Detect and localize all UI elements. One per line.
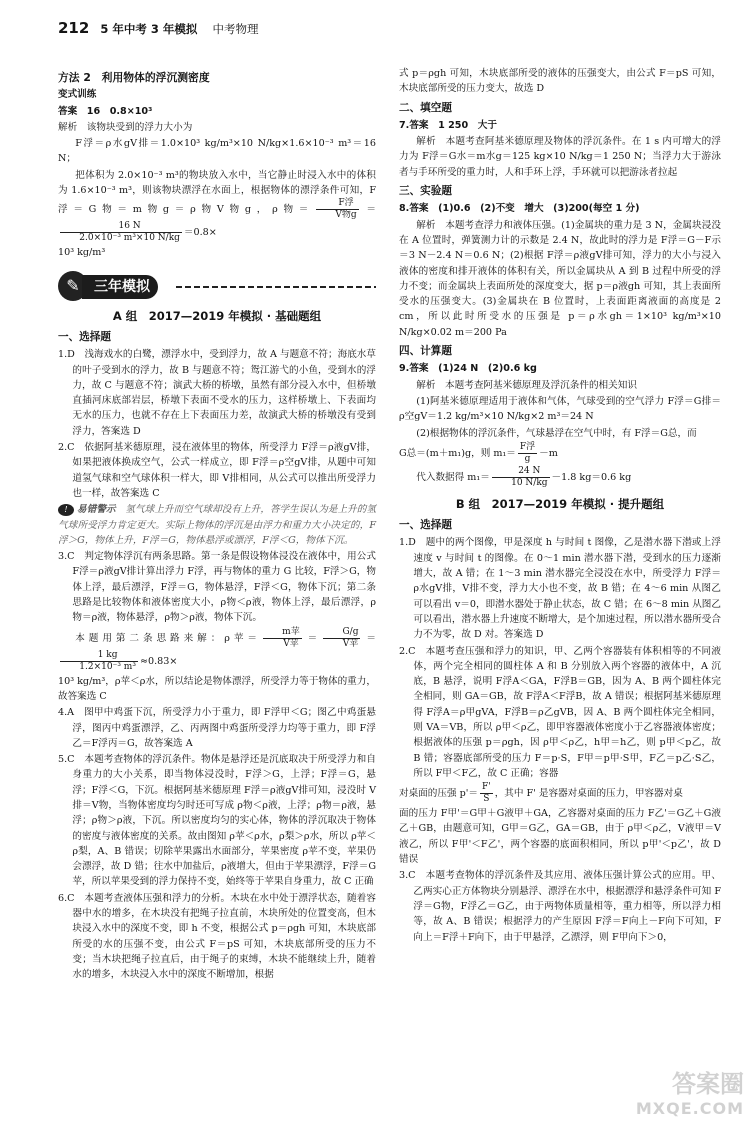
answer-7: 7.答案 1 250 大于 bbox=[399, 119, 497, 131]
question-b2-formula: 对桌面的压强 p'＝ $\frac{F'}{S}$ ，其中 F' 是容器对桌面的压力，甲容器对桌 bbox=[399, 782, 683, 805]
question-b1: 1.D 题中的两个图像，甲是深度 h 与时间 t 图像，乙是潜水器下潜或上浮速度 v 与时间 t 的图像。在 0～1 min 潜水器下潜，受到水的压力逐渐增大，故 A 错；在 1～3 min 潜水器完全浸没在水中，所受浮力 F浮＝ρ水gV排，V排不变，浮力大小也不变，故 B 错；在 4～6 min 从图乙可以看出 v＝0，即潜水器处于静止状态，故 C 错；在 6～8 min 从图乙可以看出，潜水器上升速度不断增大，是个加速过程，所以潜水器所受合力不为零，故 D 对。答案选 D bbox=[399, 537, 721, 641]
answer-8: 8.答案 (1)0.6 (2)不变 增大 (3)200(每空 1 分) bbox=[399, 203, 640, 215]
section-banner bbox=[58, 269, 376, 303]
variant-label: 变式训练 bbox=[58, 89, 97, 101]
question-1: 1.D 浅海戏水的白鹭，漂浮水中，受到浮力，故 A 与题意不符；海底水草的叶子受到水的浮力，故 B 与题意不符；鸳江游弋的小鱼，受到水的浮力，故 C 与题意不符；演武大桥的桥墩，虽然有部分浸入水中，但桥墩直插河床底部岩层，桥墩下表面不受水的压力，这样桥墩上、下表面均无水的压力，也就不存在上下表面压力差，故演武大桥的桥墩没有受到浮力，答案选 D bbox=[58, 349, 376, 437]
fraction: $\frac{G/g}{\text{V苹}}$ bbox=[323, 627, 360, 650]
group-b-title: B 组 2017—2019 年模拟 · 提升题组 bbox=[455, 496, 665, 511]
fraction: $\frac{F'}{S}$ bbox=[481, 782, 491, 805]
tip-icon: ! bbox=[58, 504, 74, 516]
analysis-9: 解析 本题考查阿基米德原理及浮沉条件的相关知识 bbox=[416, 379, 637, 391]
right-column bbox=[399, 66, 721, 946]
method-title: 方法 2 利用物体的浮沉测密度 bbox=[58, 71, 210, 84]
answer-line: 答案 16 0.8×10³ bbox=[58, 105, 153, 117]
answer-9: 9.答案 (1)24 N (2)0.6 kg bbox=[399, 363, 537, 375]
question-4: 4.A 图甲中鸡蛋下沉，所受浮力小于重力，即 F浮甲＜G；图乙中鸡蛋悬浮，图丙中鸡蛋漂浮，乙、丙两图中鸡蛋所受浮力均等于重力，即 F浮乙＝F浮丙＝G，故答案选 A bbox=[58, 707, 376, 749]
analysis-7: 解析 本题考查阿基米德原理及物体的浮沉条件。在 1 s 内可增大的浮力为 F浮＝G水＝m水g＝125 kg×10 N/kg＝1 250 N；当浮力大于游泳者与手环所受的重力时，人和手环上浮，手环就可以把游泳者拉起 bbox=[399, 136, 721, 178]
fraction: $\frac{\text{F浮}}{\text{V物g}}$ bbox=[316, 198, 359, 221]
continued-text: 式 p＝ρgh 可知，木块底部所受的液体的压强变大，由公式 F＝pS 可知，木块底部所受的压力变大，故选 D bbox=[399, 68, 721, 95]
section-heading: 一、选择题 bbox=[58, 330, 111, 343]
section-heading: 二、填空题 bbox=[399, 101, 452, 114]
fraction: $\frac{\text{F浮}}{g}$ bbox=[519, 441, 536, 464]
banner-logo-icon: ✎ bbox=[58, 271, 88, 301]
analysis-paragraph: 把体积为 2.0×10⁻³ m³的物块放入水中，当它静止时浸入水中的体积为 1.6×10⁻³ m³，则该物块漂浮在水面上，根据物体的漂浮条件可知，F浮＝G物＝m物g＝ρ物V物g，ρ物＝ $\frac{\text{F浮}}{\text{V物g}}$ ＝ $\frac{16 N}{\text{2.0×10⁻³ m³×10 N/kg}}$ ＝0.8× bbox=[58, 169, 376, 244]
section-heading: 一、选择题 bbox=[399, 519, 452, 532]
book-title: 5 年中考 3 年模拟 bbox=[100, 22, 198, 36]
watermark-logo: 答案圈 MXQE.COM bbox=[635, 1070, 744, 1118]
left-column bbox=[58, 66, 376, 984]
formula-9b: 代入数据得 m₁＝ $\frac{24 N}{10 N/kg}$ －1.8 kg＝0.6 kg bbox=[416, 465, 632, 488]
analysis-8: 解析 本题考查浮力和液体压强。(1)金属块的重力是 3 N，金属块浸没在 A 位置时，弹簧测力计的示数是 2.4 N，故此时的浮力是 F浮＝G－F示＝3 N－2.4 N＝0.6 N；(2)根据 F浮＝ρ液gV排可知，浮力的大小与浸入液体的密度和排开液体的体积有关，所以金属块从 A 到 B 过程中所受的浮力不变；而金属块上表面所处的深度变大，据 p＝ρ液gh 可知，其上表面所受水的压强变大。(3)金属块在 B 位置时，上表面距离液面的高度是 2 cm，所以此时所受水的压强是 p＝ρ水gh＝1×10³ kg/m³×10 N/kg×0.02 m＝200 Pa bbox=[399, 219, 721, 338]
question-b2-cont: 面的压力 F甲'＝G甲＋G液甲＋GA，乙容器对桌面的压力 F乙'＝G乙＋G液乙＋GB，由题意可知，G甲＝G乙，GA＝GB，由于 ρ甲＜ρ乙，V液甲＝V液乙，所以 F甲'＜F乙'，两个容器的底面积相同，所以 p甲'＜p乙'，故 D 错误 bbox=[399, 808, 721, 866]
fraction: $\frac{16 N}{\text{2.0×10⁻³ m³×10 N/kg}}$ bbox=[60, 221, 182, 244]
fraction: $\frac{1 kg}{\text{1.2×10⁻³ m³}}$ bbox=[60, 650, 138, 673]
fraction: $\frac{24 N}{10 N/kg}$ bbox=[492, 466, 550, 489]
formula-line: F浮＝ρ水gV排＝1.0×10³ kg/m³×10 N/kg×1.6×10⁻³ m³＝16 N； bbox=[58, 138, 376, 165]
question-3-result: 10³ kg/m³，ρ苹＜ρ水，所以结论是物体漂浮，所受浮力等于物体的重力，故答案选 C bbox=[58, 675, 376, 702]
banner-divider bbox=[176, 286, 376, 288]
analysis-9-part2: (2)根据物体的浮沉条件，气球悬浮在空气中时，有 F浮＝G总，而 bbox=[416, 427, 697, 439]
page-header bbox=[58, 18, 718, 48]
question-3-formula: 本题用第二条思路来解：ρ苹＝ $\frac{\text{m苹}}{\text{V苹}}$ ＝ $\frac{G/g}{\text{V苹}}$ ＝ $\frac{1 kg}{\text{1.2×10⁻³ m³}}$ ≈0.83× bbox=[58, 627, 376, 673]
analysis-9-part1: (1)阿基米德原理适用于液体和气体，气球受到的空气浮力 F浮＝G排＝ρ空gV＝1.2 kg/m³×10 N/kg×2 m³＝24 N bbox=[399, 395, 721, 423]
error-tip: ! 易错警示 氢气球上升而空气球却没有上升，答学生误认为是上升的氢气球所受浮力肯定更大。实际上物体的浮沉是由浮力和重力大小决定的，F浮＞G，物体上升，F浮＝G，物体悬浮或漂浮，F浮＜G，物体下沉。 bbox=[58, 504, 377, 546]
formula-9a: G总＝(m＋m₁)g，则 m₁＝ $\frac{\text{F浮}}{g}$ －m bbox=[399, 441, 558, 464]
group-a-title: A 组 2017—2019 年模拟 · 基础题组 bbox=[112, 308, 322, 323]
section-heading: 三、实验题 bbox=[399, 185, 452, 198]
fraction: $\frac{\text{m苹}}{\text{V苹}}$ bbox=[263, 627, 302, 650]
section-heading: 四、计算题 bbox=[399, 345, 452, 358]
result-line: 10³ kg/m³ bbox=[58, 247, 106, 259]
banner-title: 三年模拟 bbox=[82, 275, 158, 299]
question-5: 5.C 本题考查物体的浮沉条件。物体是悬浮还是沉底取决于所受浮力和自身重力的大小关系，即当物体浸没时，F浮＞G，上浮；F浮＝G，悬浮；F浮＜G，下沉。根据阿基米德原理 F浮＝ρ液gV排可知，浸没时 V排＝V物，当物体密度均匀时还可写成 ρ物＜ρ液，上浮；ρ物＝ρ液，悬浮；ρ物＞ρ液，下沉。所以密度均匀的实心体，物体的浮沉取决于物体的密度与液体密度的关系。故由图知 ρ苹＜ρ水，ρ梨＞ρ水，所以 ρ苹＜ρ梨，A、B 错误；切除苹果露出水面部分，苹果密度 ρ苹不变，苹果仍会漂浮，故 D 错；往水中加盐后，ρ液增大，但由于苹果漂浮，F浮＝G苹，所以苹果受到的浮力保持不变，始终等于苹果自身重力，故 C 正确 bbox=[58, 754, 376, 888]
question-2: 2.C 依据阿基米德原理，浸在液体里的物体，所受浮力 F浮＝ρ液gV排，如果把液体换成空气，公式一样成立，即 F浮＝ρ空gV排，从题中可知道氢气球和空气球体积一样大，即 V排相同，从公式可以推出所受浮力也一样，故答案选 C bbox=[58, 442, 376, 499]
subject-title: 中考物理 bbox=[212, 22, 259, 36]
analysis-line: 解析 该物块受到的浮力大小为 bbox=[58, 121, 193, 133]
question-b2: 2.C 本题考查压强和浮力的知识，甲、乙两个容器装有体积相等的不同液体，两个完全相同的圆柱体 A 和 B 分别放入两个容器的液体中，A 沉底，B 悬浮，说明 F浮A＜GA，F浮B＝GB，因为 A、B 两个圆柱体完全相同，则 GA＝GB，故 F浮A＜F浮B，故 A 错误；根据阿基米德原理得 F浮A＝ρ甲gVA，F浮B＝ρ乙gVB，因 A、B 两个圆柱体完全相同，则 VA＝VB，所以 ρ甲＜ρ乙，即甲容器液体密度小于乙容器液体密度；根据液体的压强 p＝ρgh，因 ρ甲＜ρ乙，h甲＝h乙，则 p甲＜p乙，故 B 错；容器底部所受的压力 F＝p·S，F甲＝p甲·S甲，F乙＝p乙·S乙，所以 F甲＜F乙，故 C 正确；容器 bbox=[399, 645, 721, 779]
question-3: 3.C 判定物体浮沉有两条思路。第一条是假设物体浸没在液体中，用公式 F浮＝ρ液gV排计算出浮力 F浮，再与物体的重力 G 比较，F浮＞G，物体上浮，最后漂浮，F浮＝G，物体悬浮，F浮＜G，物体下沉；第二条思路是比较物体和液体密度大小，ρ物＜ρ液，物体上浮，最后漂浮，ρ物＝ρ液，物体悬浮，ρ物＞ρ液，物体下沉。 bbox=[58, 551, 376, 624]
page-number: 212 bbox=[58, 19, 90, 37]
question-6: 6.C 本题考查液体压强和浮力的分析。木块在水中处于漂浮状态，随着容器中水的增多，在木块没有把绳子拉直前，木块所处的位置变高，但木块浸入水中的深度不变，即 h 不变，根据公式 p＝ρgh 可知，木块底部所受的水的压强不变，由公式 F＝pS 可知，木块底部所受的压力不变；当木块把绳子拉直后，由于绳子的束缚，木块不能继续上升，随着水的增多，木块浸入水中的深度不断增加，根据 bbox=[58, 892, 376, 981]
question-b3: 3.C 本题考查物体的浮沉条件及其应用、液体压强计算公式的应用。甲、乙两实心正方体物块分别悬浮、漂浮在水中，根据漂浮和悬浮条件可知 F浮＝G物，F浮乙＝G乙，由于两物体质量相等，重力相等，所以浮力相等，故 A、B 错误；根据浮力的产生原因 F浮＝F向上－F向下可知，F向上＝F浮＋F向下，由于甲悬浮，乙漂浮，则 F甲向下＞0， bbox=[399, 870, 721, 943]
